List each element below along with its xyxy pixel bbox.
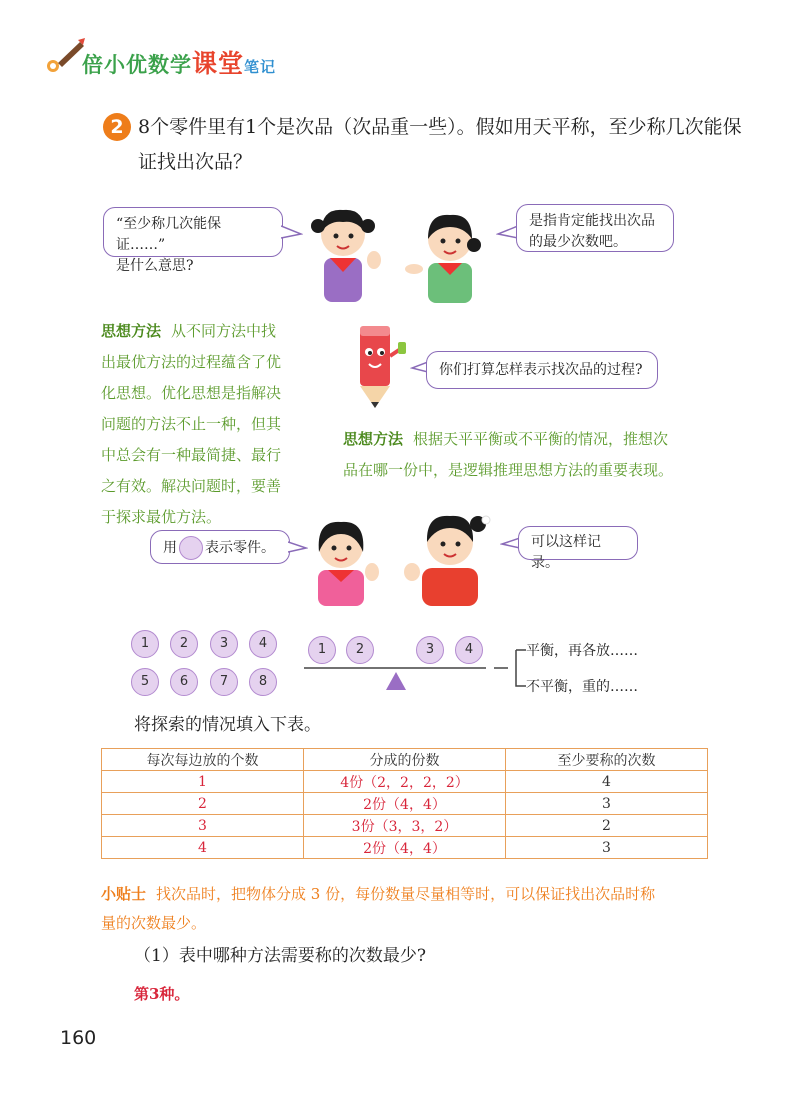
page-number: 160 — [60, 1027, 97, 1049]
pencil-speech-bubble: 你们打算怎样表示找次品的过程? — [426, 351, 658, 389]
tip-line: 之有效。解决问题时，要善 — [101, 477, 282, 495]
table-row — [102, 837, 708, 859]
tip-line: 问题的方法不止一种，但其 — [101, 415, 282, 433]
bubble-tail — [500, 536, 520, 552]
table-row — [102, 771, 708, 793]
part-circle: 2 — [170, 630, 198, 658]
speech-bubble-right-2: 可以这样记录。 — [518, 526, 638, 560]
table-cell: 4份（2，2，2，2） — [303, 771, 505, 793]
tip-line: 品在哪一份中，是逻辑推理思想方法的重要表现。 — [343, 461, 674, 479]
branch-bracket-icon — [508, 646, 528, 692]
speech-bubble-left — [103, 207, 283, 274]
scale-right-part: 3 — [416, 636, 444, 664]
part-circle-icon — [179, 536, 203, 560]
table-header-row — [102, 749, 708, 771]
small-tip — [101, 880, 721, 938]
results-table — [101, 748, 708, 859]
part-circle: 5 — [131, 668, 159, 696]
tip-heading: 思想方法 — [343, 430, 404, 448]
brush-logo-icon — [44, 36, 86, 76]
balanced-outcome: 平衡，再各放…… — [526, 643, 638, 659]
speech-bubble-left-2: 用 表示零件。 — [150, 530, 290, 564]
tip-line: 出最优方法的过程蕴含了优 — [101, 353, 282, 371]
question-1: （1）表中哪种方法需要称的次数最少? — [134, 946, 426, 966]
table-cell: 3 — [506, 793, 708, 815]
table-cell: 3 — [102, 815, 304, 837]
problem-number-badge: 2 — [103, 113, 131, 141]
table-row — [102, 815, 708, 837]
speech-bubble-right — [516, 204, 674, 252]
girl-illustration-right — [404, 205, 494, 305]
balance-scale-icon — [300, 664, 530, 700]
tip-line: 思想方法 根据天平平衡或不平衡的情况，推想次 — [343, 430, 669, 448]
bubble-text: 是指肯定能找出次品 — [529, 213, 655, 229]
scale-right-part: 4 — [455, 636, 483, 664]
table-cell: 4 — [102, 837, 304, 859]
unbalanced-outcome: 不平衡，重的…… — [526, 679, 638, 695]
part-circle: 6 — [170, 668, 198, 696]
logic-method-tip — [343, 424, 723, 486]
problem-text-line1: 8个零件里有1个是次品（次品重一些）。假如用天平称，至少称几次能保 — [138, 116, 742, 138]
table-row — [102, 793, 708, 815]
table-header: 每次每边放的个数 — [102, 749, 304, 771]
tip-heading: 思想方法 — [101, 322, 162, 340]
table-cell: 3份（3，3，2） — [303, 815, 505, 837]
scale-left-part: 1 — [308, 636, 336, 664]
header-title: 倍小优数学课堂笔记 — [82, 49, 277, 78]
table-cell: 2 — [506, 815, 708, 837]
tip-line: 量的次数最少。 — [101, 914, 207, 932]
table-cell: 2份（4，4） — [303, 837, 505, 859]
tip-heading: 小贴士 — [101, 885, 147, 903]
tip-line: 中总会有一种最简捷、最行 — [101, 446, 282, 464]
table-cell: 1 — [102, 771, 304, 793]
tip-line: 化思想。优化思想是指解决 — [101, 384, 282, 402]
tip-line: 小贴士 找次品时，把物体分成 3 份，每份数量尽量相等时，可以保证找出次品时称 — [101, 885, 656, 903]
thinking-method-tip — [101, 316, 331, 533]
table-header: 分成的份数 — [303, 749, 505, 771]
scale-left-part: 2 — [346, 636, 374, 664]
girl-illustration-pink — [296, 512, 386, 608]
table-header: 至少要称的次数 — [506, 749, 708, 771]
pencil-mascot-icon — [348, 322, 410, 412]
part-circle: 3 — [210, 630, 238, 658]
answer-1: 第3种。 — [134, 985, 190, 1003]
tip-line: 思想方法 从不同方法中找 — [101, 322, 277, 340]
girl-illustration-red — [400, 508, 496, 608]
problem-text-line2: 证找出次品？ — [138, 151, 253, 173]
bubble-tail — [496, 224, 518, 242]
bubble-text: “至少称几次能保证……” — [116, 216, 222, 253]
part-circle: 7 — [210, 668, 238, 696]
table-cell: 2份（4，4） — [303, 793, 505, 815]
tip-line: 于探求最优方法。 — [101, 508, 222, 526]
table-cell: 4 — [506, 771, 708, 793]
bubble-text: 的最少次数吧。 — [529, 234, 627, 250]
part-circle: 1 — [131, 630, 159, 658]
part-circle: 4 — [249, 630, 277, 658]
girl-illustration-left — [296, 200, 390, 304]
part-circle: 8 — [249, 668, 277, 696]
table-cell: 3 — [506, 837, 708, 859]
bubble-text: 是什么意思? — [116, 258, 194, 274]
table-cell: 2 — [102, 793, 304, 815]
fill-table-prompt: 将探索的情况填入下表。 — [134, 715, 321, 735]
